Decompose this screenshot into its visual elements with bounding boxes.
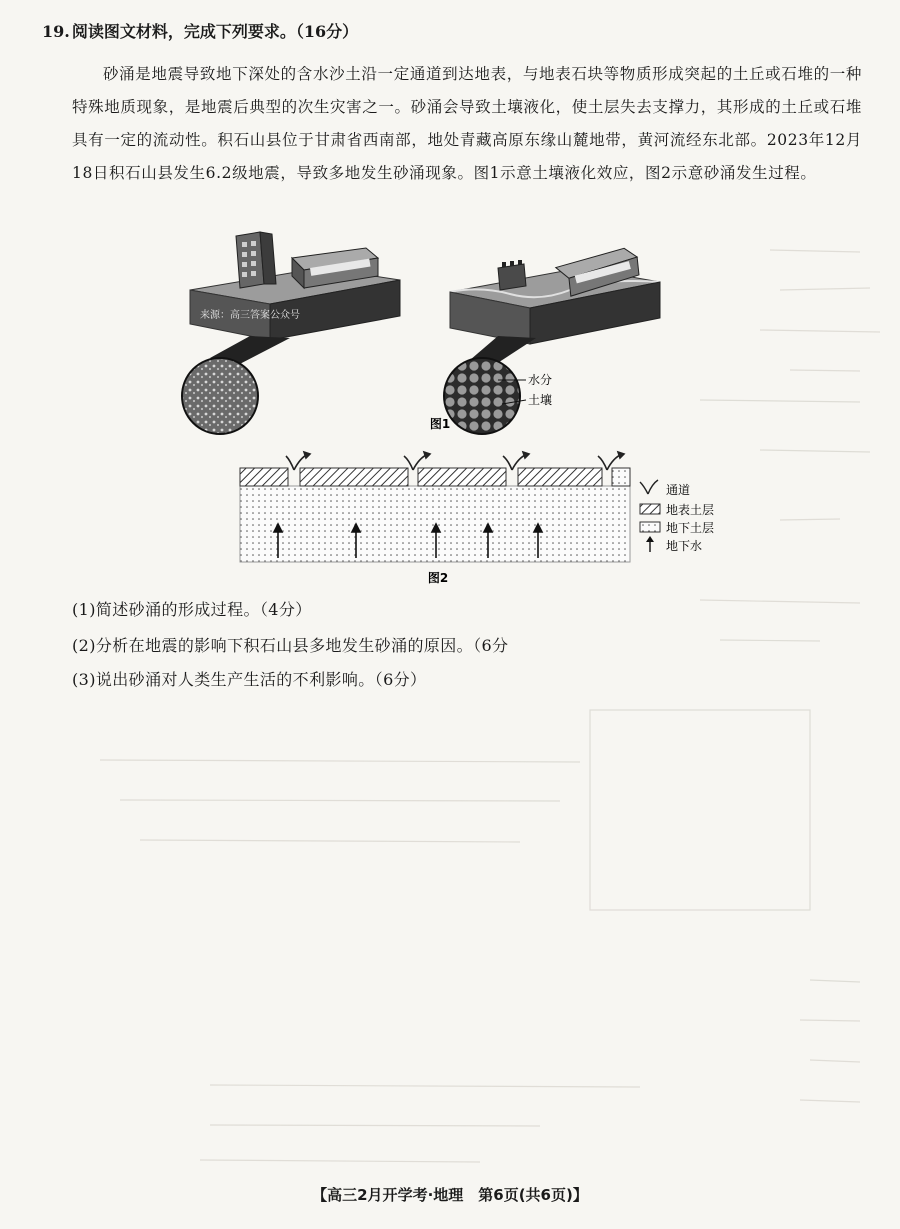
legend-groundwater: 地下水 bbox=[666, 539, 703, 553]
question-header bbox=[42, 20, 862, 44]
block-after-earthquake bbox=[444, 247, 660, 434]
channel-arrows bbox=[286, 452, 624, 470]
page-footer: 【高三2月开学考·地理 第6页(共6页)】 bbox=[312, 1186, 588, 1204]
subquestion-2: (2)分析在地震的影响下积石山县多地发生砂涌的原因。（6分 bbox=[72, 636, 509, 655]
legend-surface-layer: 地表土层 bbox=[666, 503, 715, 517]
block-before-earthquake bbox=[182, 232, 400, 434]
figure-2-legend bbox=[640, 480, 714, 553]
watermark-text: 来源：高三答案公众号 bbox=[200, 310, 300, 321]
water-soil-magnified bbox=[444, 358, 520, 434]
subsurface-soil-layer bbox=[240, 486, 630, 562]
subquestion-1: (1)简述砂涌的形成过程。（4分） bbox=[72, 600, 312, 619]
legend-soil: 土壤 bbox=[528, 393, 553, 407]
figure-1-soil-liquefaction bbox=[180, 228, 700, 438]
question-title: 阅读图文材料，完成下列要求。（16分） bbox=[71, 22, 359, 41]
surface-soil-layer bbox=[240, 468, 630, 486]
figure-1-caption: 图1 bbox=[429, 417, 451, 431]
soil-grain-magnified bbox=[182, 358, 258, 434]
figure-2-sand-boil-process bbox=[238, 450, 718, 590]
reading-passage: 砂涌是地震导致地下深处的含水沙土沿一定通道到达地表，与地表石块等物质形成突起的土丘或石堆的一种特殊地质现象，是地震后典型的次生灾害之一。砂涌会导致土壤液化，使土层失去支撑力，其形成的土丘或石堆具有一定的流动性。积石山县位于甘肃省西南部，地处青藏高原东缘山麓地带，黄河流经东北部。2023年12月18日积石山县发生6.2级地震，导致多地发生砂涌现象。图1示意土壤液化效应，图2示意砂涌发生过程。 bbox=[72, 65, 862, 182]
question-number: 19. bbox=[42, 22, 70, 41]
figure-2-caption: 图2 bbox=[427, 571, 449, 585]
subquestion-3: (3)说出砂涌对人类生产生活的不利影响。（6分） bbox=[72, 670, 427, 689]
legend-subsurface-layer: 地下土层 bbox=[666, 521, 715, 535]
legend-water: 水分 bbox=[528, 373, 553, 387]
legend-channel: 通道 bbox=[666, 483, 691, 497]
